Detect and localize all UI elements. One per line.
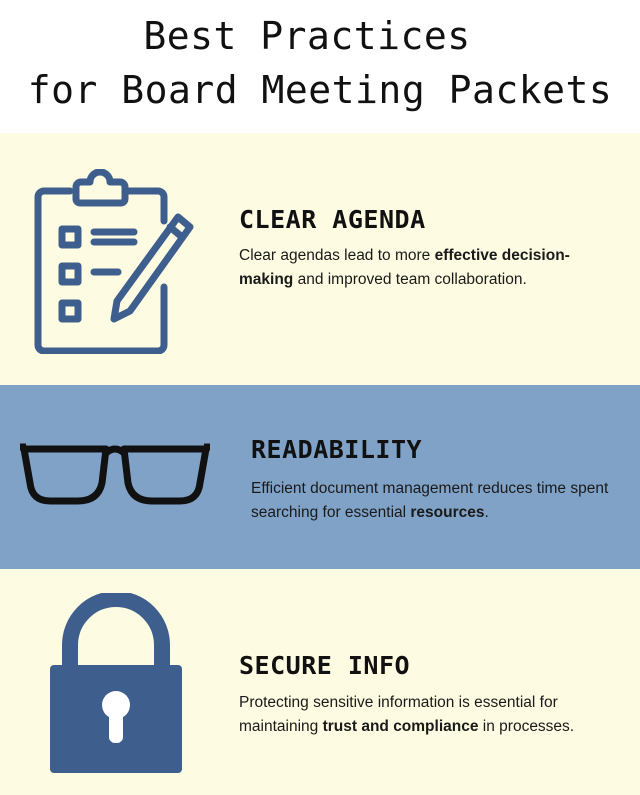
section-clear-agenda: [0, 133, 640, 385]
section-heading: SECURE INFO: [239, 651, 411, 680]
section-description: Clear agendas lead to more effective decision-making and improved team collaboration.: [239, 247, 570, 288]
page-title-line-2: for Board Meeting Packets: [27, 68, 613, 112]
page-header: [0, 0, 640, 133]
section-heading: READABILITY: [251, 435, 423, 464]
section-heading: CLEAR AGENDA: [239, 205, 426, 234]
page-title-line-1: Best Practices: [143, 14, 471, 58]
clipboard-checklist-icon: [30, 169, 200, 354]
eyeglasses-icon: [20, 441, 210, 507]
section-description: Protecting sensitive information is essential for maintaining trust and compliance in processes.: [239, 694, 575, 735]
section-secure-info: [0, 569, 640, 791]
section-readability: [0, 385, 640, 569]
section-description: Efficient document management reduces time spent searching for essential resources.: [251, 480, 609, 521]
footer-strip: [0, 791, 640, 795]
padlock-icon: [50, 593, 182, 773]
